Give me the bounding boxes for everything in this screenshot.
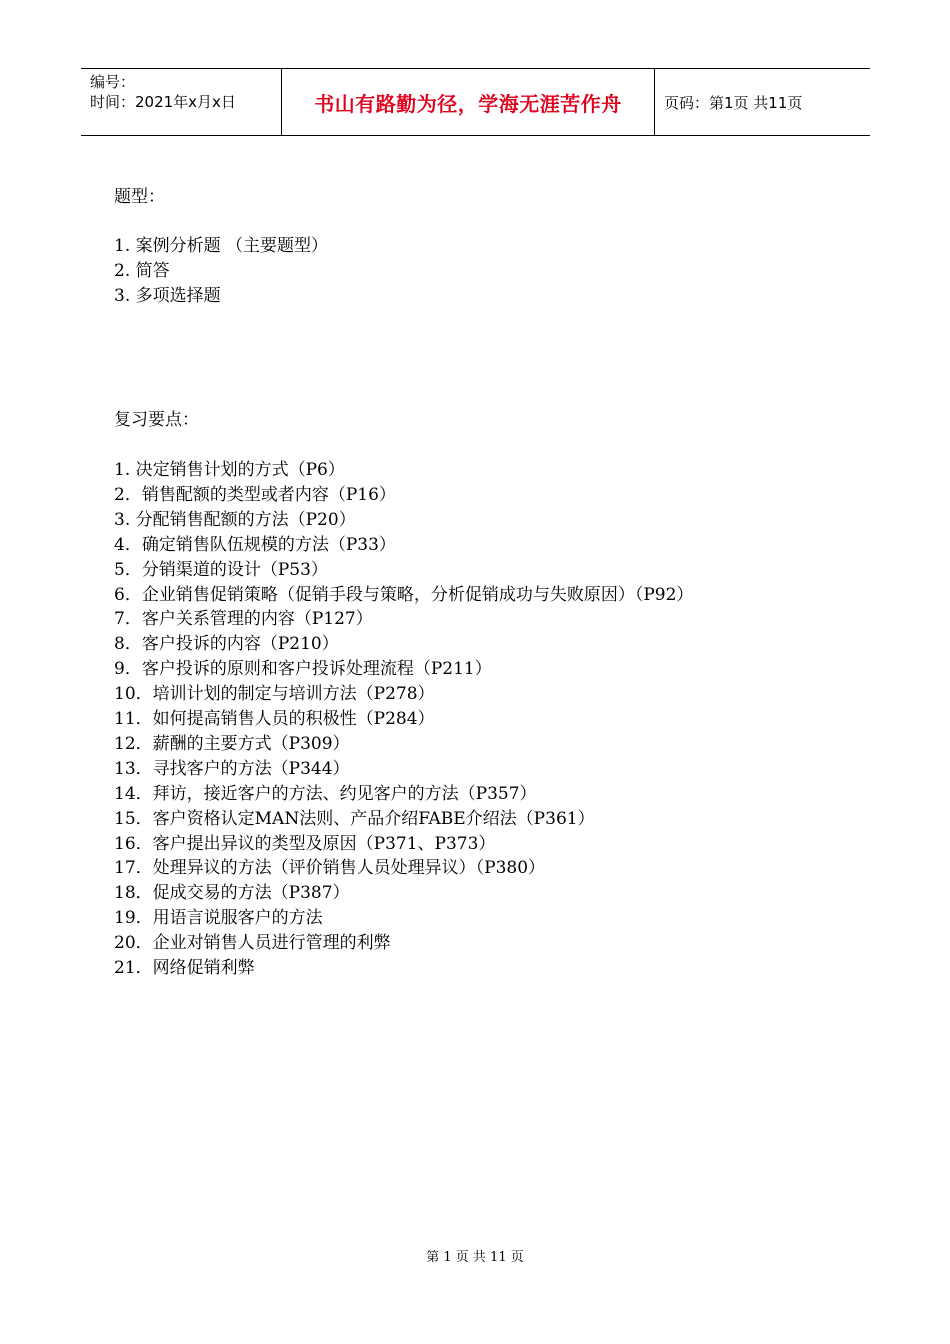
number-label: 编号： [90,73,136,91]
review-title: 复习要点： [114,410,199,430]
review-item: 18．促成交易的方法（P387） [114,883,350,903]
header-motto: 书山有路勤为径，学海无涯苦作舟 [282,69,655,135]
review-item: 20．企业对销售人员进行管理的利弊 [114,933,391,953]
page-footer: 第 1 页 共 11 页 [426,1250,524,1265]
review-item: 19．用语言说服客户的方法 [114,908,323,928]
review-item: 4．确定销售队伍规模的方法（P33） [114,535,396,555]
review-item: 14．拜访，接近客户的方法、约见客户的方法（P357） [114,784,537,804]
review-item: 12．薪酬的主要方式（P309） [114,734,350,754]
review-item: 8．客户投诉的内容（P210） [114,634,339,654]
review-item: 17．处理异议的方法（评价销售人员处理异议）（P380） [114,858,546,878]
review-item: 5．分销渠道的设计（P53） [114,560,328,580]
document-header [81,68,870,136]
header-meta [81,69,282,135]
question-type-item: 3. 多项选择题 [114,286,221,306]
review-item: 3. 分配销售配额的方法（P20） [114,510,356,530]
question-type-item: 1. 案例分析题 （主要题型） [114,236,329,256]
review-item: 10．培训计划的制定与培训方法（P278） [114,684,435,704]
header-page-info: 页码：第1页 共11页 [664,93,803,112]
review-item: 16．客户提出异议的类型及原因（P371、P373） [114,834,496,854]
review-item: 15．客户资格认定MAN法则、产品介绍FABE介绍法（P361） [114,809,595,829]
review-item: 9．客户投诉的原则和客户投诉处理流程（P211） [114,659,492,679]
review-item: 11．如何提高销售人员的积极性（P284） [114,709,435,729]
question-types-title: 题型： [114,187,165,207]
question-type-item: 2. 简答 [114,261,170,281]
review-item: 21．网络促销利弊 [114,958,255,978]
time-label: 时间：2021年x月x日 [90,93,236,111]
review-item: 6．企业销售促销策略（促销手段与策略，分析促销成功与失败原因）（P92） [114,585,694,605]
review-item: 2．销售配额的类型或者内容（P16） [114,485,396,505]
review-item: 7．客户关系管理的内容（P127） [114,609,373,629]
review-item: 1. 决定销售计划的方式（P6） [114,460,345,480]
review-item: 13．寻找客户的方法（P344） [114,759,350,779]
